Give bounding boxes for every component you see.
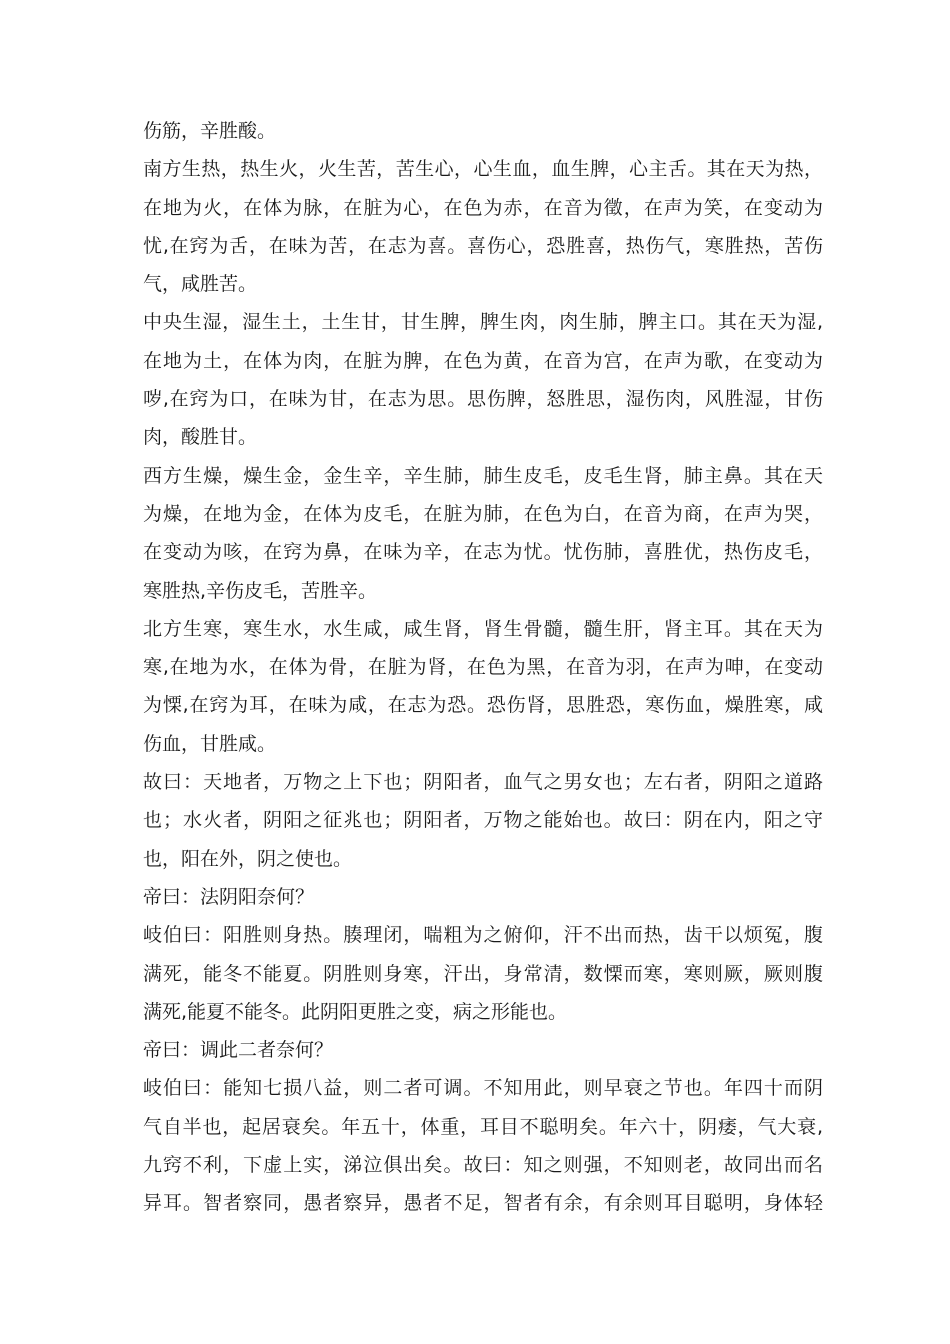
text-line: 为燥，在地为金，在体为皮毛，在脏为肺，在色为白，在音为商，在声为哭， <box>143 502 823 525</box>
text-line: 帝曰：调此二者奈何？ <box>143 1039 334 1062</box>
text-line: 寒,在地为水，在体为骨，在脏为肾，在色为黑，在音为羽，在声为呻，在变动 <box>143 656 823 679</box>
text-line: 岐伯曰：阳胜则身热。腠理闭，喘粗为之俯仰，汗不出而热，齿干以烦冤，腹 <box>143 924 823 947</box>
text-line: 中央生湿，湿生土，土生甘，甘生脾，脾生肉，肉生肺，脾主口。其在天为湿, <box>143 311 823 334</box>
text-line: 为慄,在窍为耳，在味为咸，在志为恐。恐伤肾，思胜恐，寒伤血，燥胜寒，咸 <box>143 694 823 717</box>
text-line: 肉，酸胜甘。 <box>143 426 258 449</box>
text-line: 满死，能冬不能夏。阴胜则身寒，汗出，身常清，数慄而寒，寒则厥，厥则腹 <box>143 962 823 985</box>
text-line: 伤血，甘胜咸。 <box>143 732 277 755</box>
text-line: 寒胜热,辛伤皮毛，苦胜辛。 <box>143 579 378 602</box>
text-line: 西方生燥，燥生金，金生辛，辛生肺，肺生皮毛，皮毛生肾，肺主鼻。其在天 <box>143 464 823 487</box>
text-line: 岐伯曰：能知七损八益，则二者可调。不知用此，则早衰之节也。年四十而阴 <box>143 1077 823 1100</box>
text-line: 伤筋，辛胜酸。 <box>143 120 277 142</box>
text-line: 哕,在窍为口，在味为甘，在志为思。思伤脾，怒胜思，湿伤肉，风胜湿，甘伤 <box>143 388 823 411</box>
text-line: 异耳。智者察同，愚者察异，愚者不足，智者有余，有余则耳目聪明，身体轻 <box>143 1192 823 1215</box>
text-line: 也；水火者，阴阳之征兆也；阴阳者，万物之能始也。故曰：阴在内，阳之守 <box>143 809 823 832</box>
text-line: 忧,在窍为舌，在味为苦，在志为喜。喜伤心，恐胜喜，热伤气，寒胜热，苦伤 <box>143 234 823 257</box>
text-line: 北方生寒，寒生水，水生咸，咸生肾，肾生骨髓，髓生肝，肾主耳。其在天为 <box>143 617 823 640</box>
text-line: 在地为土，在体为肉，在脏为脾，在色为黄，在音为宫，在声为歌，在变动为 <box>143 349 823 372</box>
text-line: 在地为火，在体为脉，在脏为心，在色为赤，在音为徵，在声为笑，在变动为 <box>143 196 823 219</box>
text-line: 故曰：天地者，万物之上下也；阴阳者，血气之男女也；左右者，阴阳之道路 <box>143 771 823 794</box>
text-line: 满死,能夏不能冬。此阴阳更胜之变，病之形能也。 <box>143 1000 568 1023</box>
text-line: 在变动为咳，在窍为鼻，在味为辛，在志为忧。忧伤肺，喜胜优，热伤皮毛， <box>143 541 823 564</box>
body-text <box>143 112 823 1223</box>
text-line: 气，咸胜苦。 <box>143 273 258 296</box>
text-line: 九窍不利，下虚上实，涕泣俱出矣。故曰：知之则强，不知则老，故同出而名 <box>143 1154 823 1177</box>
text-line: 也，阳在外，阴之使也。 <box>143 847 353 870</box>
text-line: 帝曰：法阴阳奈何？ <box>143 885 315 908</box>
text-line: 南方生热，热生火，火生苦，苦生心，心生血，血生脾，心主舌。其在天为热， <box>143 158 823 181</box>
text-line: 气自半也，起居衰矣。年五十，体重，耳目不聪明矣。年六十，阴痿，气大衰, <box>143 1115 823 1138</box>
